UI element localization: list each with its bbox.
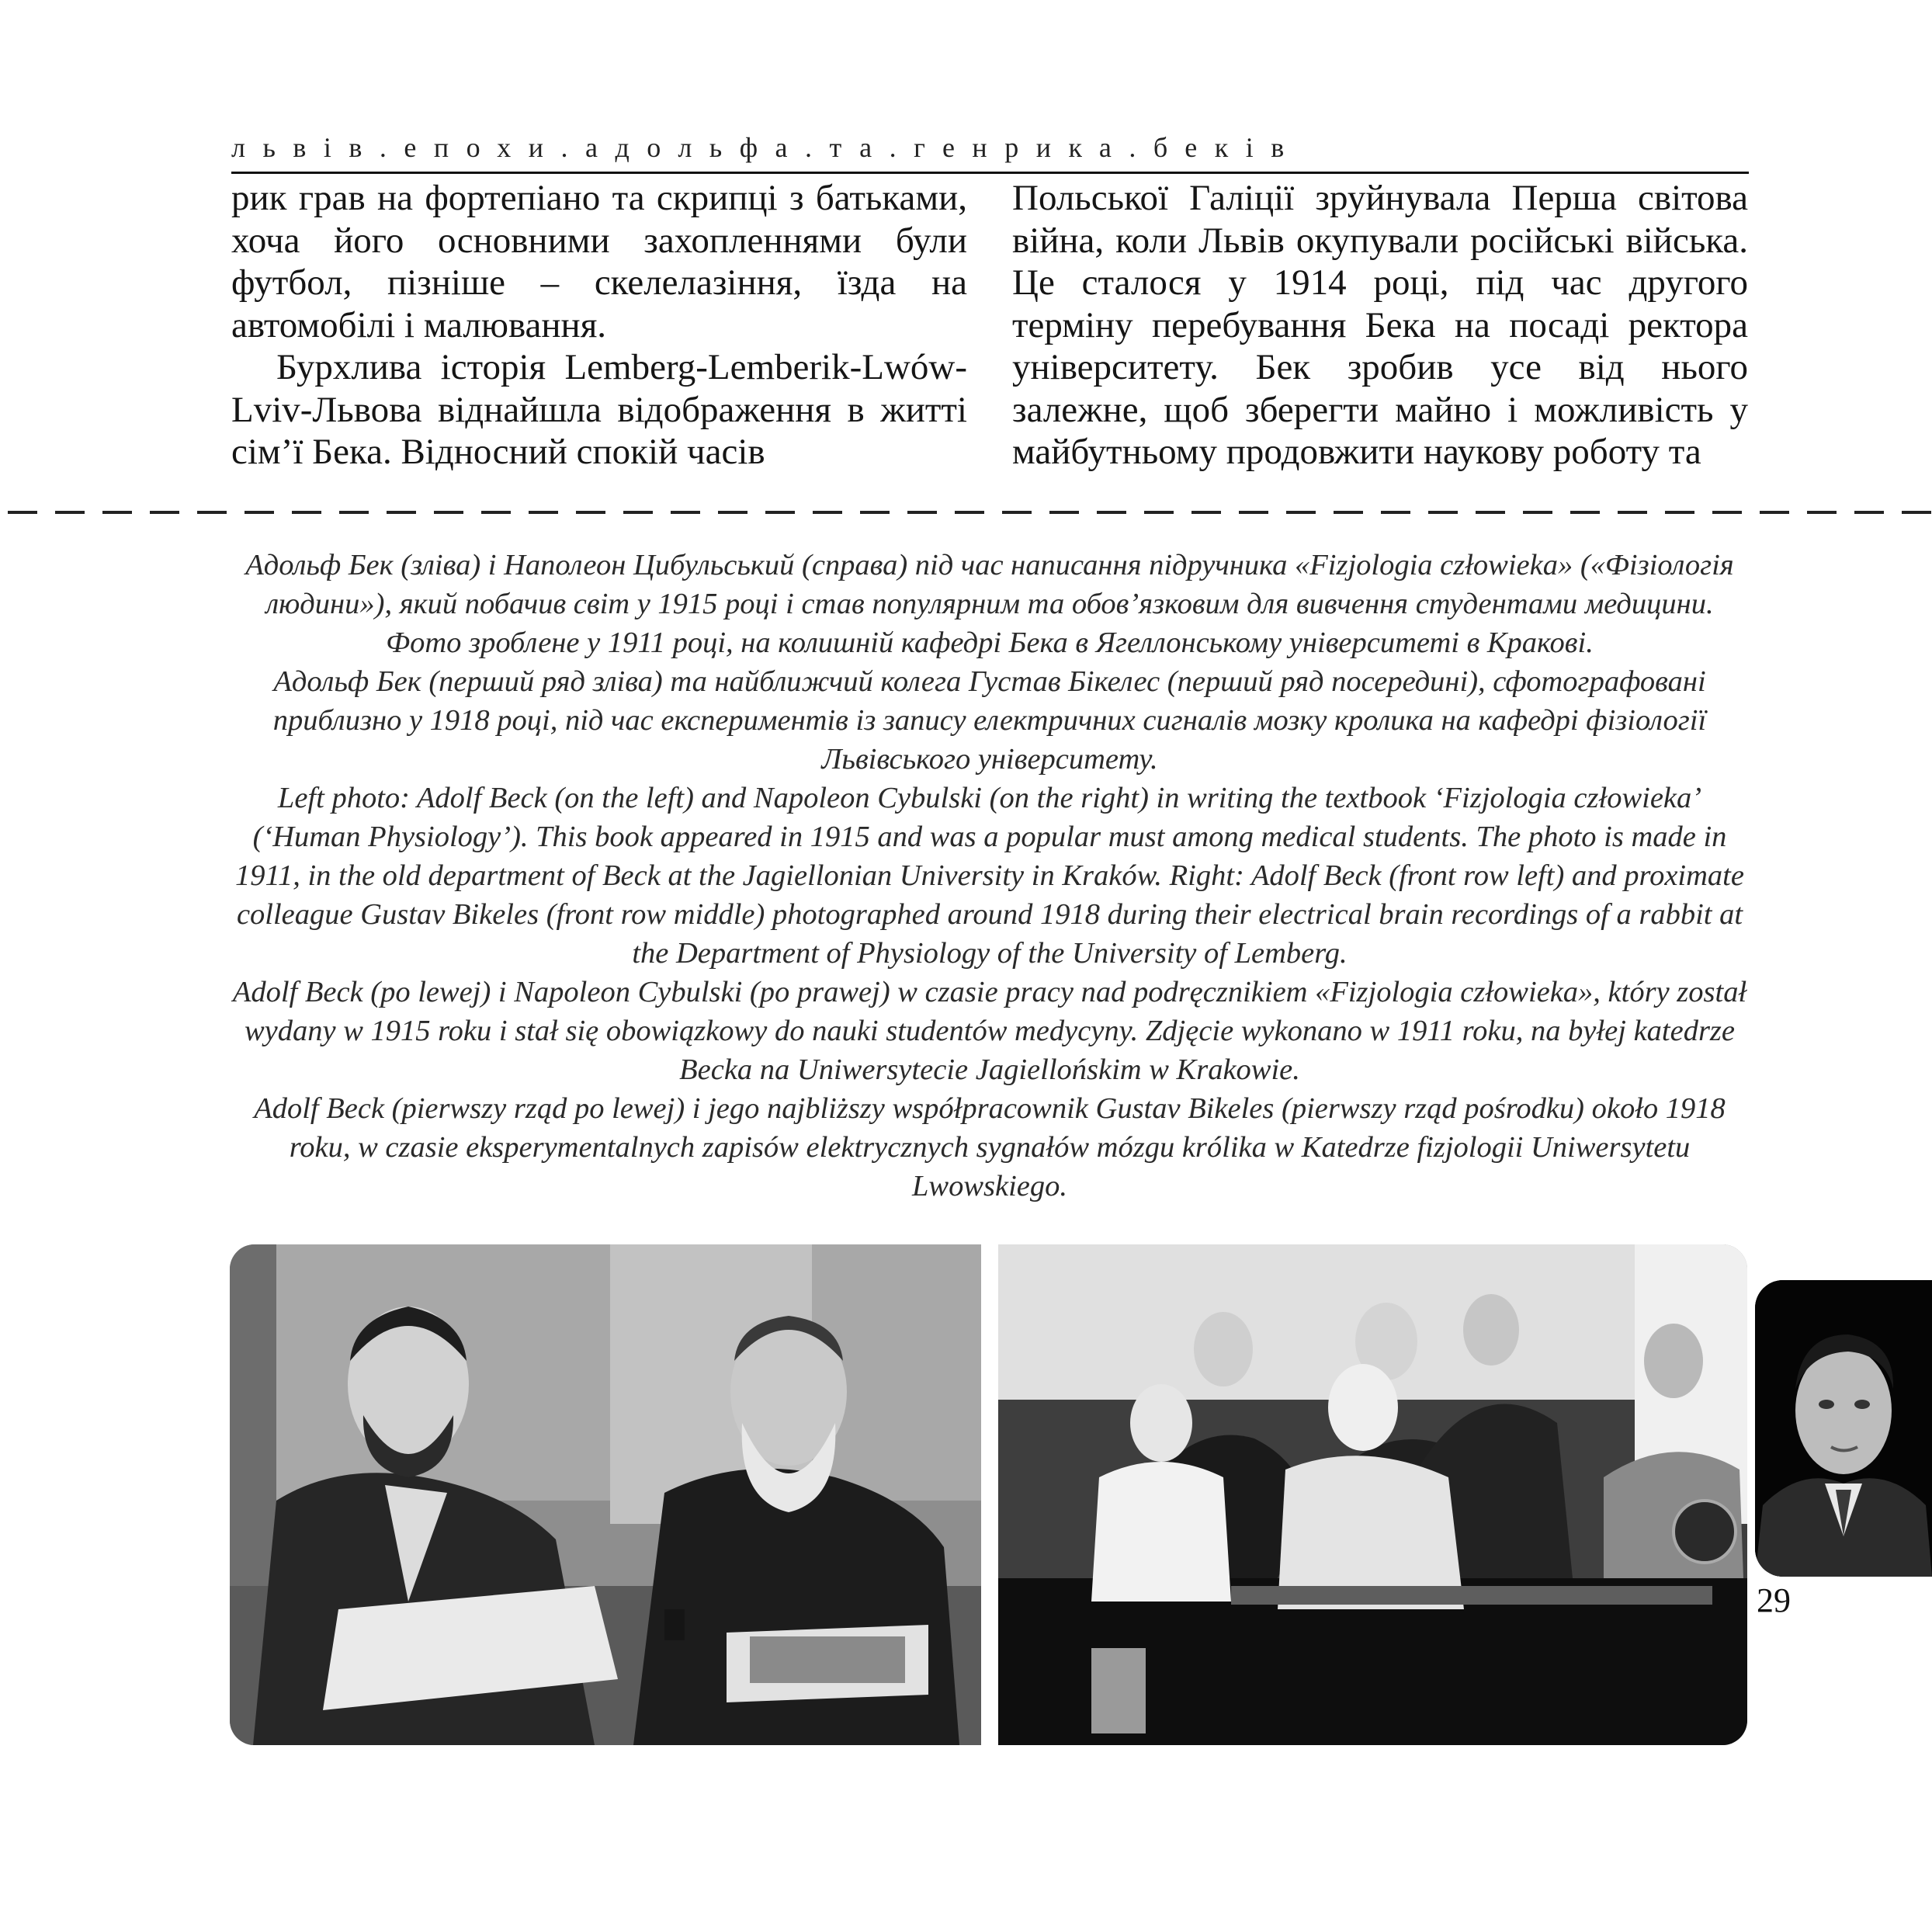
page-number: 29 [1757, 1581, 1791, 1619]
caption-polish-right-photo: Adolf Beck (pierwszy rząd po lewej) i jego najbliższy współpracownik Gustav Bikeles (pierwszy rząd pośrodku) około 1918 roku, w czasie eksperymentalnych zapisów elektrycznych sygnałów mózgu królika w Katedrze fizjologii Uniwersytetu Lwowskiego. [254, 1092, 1726, 1202]
caption-ukrainian-left-photo: Адольф Бек (зліва) і Наполеон Цибульський (справа) під час написання підручника «Fizjologia człowieka» («Фізіологія людини»), який побачив світ у 1915 році і став популярним та обов’язковим для вивчення студентами медицини. Фото зроблене у 1911 році, на колишній кафедрі Бека в Ягеллонському університеті в Кракові. [245, 549, 1734, 659]
caption-english: Left photo: Adolf Beck (on the left) and Napoleon Cybulski (on the right) in writing the textbook ‘Fizjologia człowieka’ (‘Human Physiology’). This book appeared in 1915 and was a popular must among medical students. The photo is made in 1911, in the old department of Beck at the Jagiellonian University in Kraków. Right: Adolf Beck (front row left) and proximate colleague Gustav Bikeles (front row middle) photographed around 1918 during their electrical brain recordings of a rabbit at the Department of Physiology of the University of Lemberg. [235, 782, 1744, 970]
header-rule [231, 172, 1749, 174]
text-column-right [1012, 177, 1748, 474]
dashed-separator [0, 511, 1932, 514]
caption-polish-left-photo: Adolf Beck (po lewej) i Napoleon Cybulski (po prawej) w czasie pracy nad podręcznikiem «Fizjologia człowieka», który został wydany w 1915 roku i stał się obowiązkowy do nauki studentów medycyny. Zdjęcie wykonano w 1911 roku, na byłej katedrze Becka na Uniwersytecie Jagiellońskim w Krakowie. [232, 976, 1747, 1086]
text-column-left [231, 177, 967, 474]
portrait-photo [1755, 1280, 1932, 1577]
running-head: львів.епохи.адольфа.та.генрика.беків [231, 132, 1302, 163]
photo-panel [230, 1244, 1747, 1745]
paragraph: Бурхлива історія Lemberg-Lemberik-Lwów-Lviv-Львова віднайшла відображення в житті сім’ї Бека. Відносний спокій часів [231, 347, 967, 472]
caption-ukrainian-right-photo: Адольф Бек (перший ряд зліва) та найближчий колега Густав Бікелес (перший ряд посередині), сфотографовані приблизно у 1918 році, під час експериментів із запису електричних сигналів мозку кролика на кафедрі фізіології Львівського університету. [272, 665, 1707, 776]
photo-beck-and-cybulski [230, 1244, 981, 1745]
paragraph: Польської Галіції зруйнувала Перша світова війна, коли Львів окупували російські війська. Це сталося у 1914 році, під час другого терміну перебування Бека на посаді ректора університету. Бек зробив усе від нього залежне, щоб зберегти майно і можливість у майбутньому продовжити наукову роботу та [1012, 178, 1748, 472]
photo-captions [225, 546, 1754, 1206]
paragraph: рик грав на фортепіано та скрипці з батьками, хоча його основними захопленнями були футбол, пізніше – скелелазіння, їзда на автомобілі і малювання. [231, 178, 967, 345]
photo-laboratory-experiment [998, 1244, 1747, 1745]
